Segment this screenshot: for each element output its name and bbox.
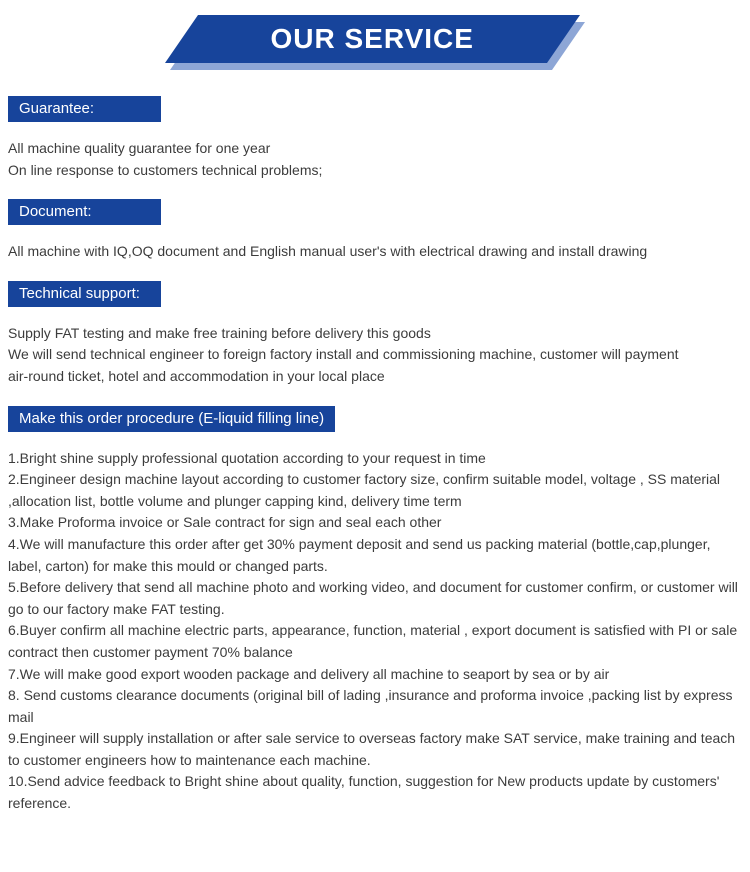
procedure-step xyxy=(8,685,742,728)
text-line: 10.Send advice feedback to Bright shine about quality, function, suggestion for New products update by customers' xyxy=(8,773,720,790)
text-line: reference. xyxy=(8,795,72,812)
page xyxy=(0,15,750,815)
section-guarantee xyxy=(8,96,742,181)
section-heading-bar: Make this order procedure (E-liquid filling line) xyxy=(8,406,335,432)
text-line: air-round ticket, hotel and accommodation in your local place xyxy=(8,367,385,384)
text-line: ,allocation list, bottle volume and plunger capping kind, delivery time term xyxy=(8,492,462,509)
text-line: 4.We will manufacture this order after get 30% payment deposit and send us packing material (bottle,cap,plunger, xyxy=(8,535,711,552)
text-line: contract then customer payment 70% balance xyxy=(8,643,293,660)
procedure-step xyxy=(8,448,742,470)
section-order-procedure xyxy=(8,406,742,815)
text-line: 7.We will make good export wooden package and delivery all machine to seaport by sea or by air xyxy=(8,665,610,682)
procedure-step xyxy=(8,664,742,686)
section-body xyxy=(8,323,742,388)
banner-title: OUR SERVICE xyxy=(270,23,475,54)
section-heading-bar: Technical support: xyxy=(8,281,161,307)
text-line: mail xyxy=(8,708,34,725)
our-service-banner xyxy=(0,15,750,72)
banner-parallelogram xyxy=(165,15,580,63)
procedure-step xyxy=(8,469,742,512)
text-line: All machine quality guarantee for one year xyxy=(8,140,271,156)
text-line: label, carton) for make this mould or changed parts. xyxy=(8,557,328,574)
text-line: 9.Engineer will supply installation or after sale service to overseas factory make SAT service, make training and teach xyxy=(8,730,736,747)
section-body xyxy=(8,448,742,815)
section-heading-bar: Guarantee: xyxy=(8,96,161,122)
procedure-step xyxy=(8,620,742,663)
text-line: All machine with IQ,OQ document and English manual user's with electrical drawing and install drawing xyxy=(8,243,648,260)
text-line: 1.Bright shine supply professional quotation according to your request in time xyxy=(8,449,486,466)
text-line: Supply FAT testing and make free training before delivery this goods xyxy=(8,324,431,341)
procedure-step xyxy=(8,728,742,771)
text-line: 2.Engineer design machine layout according to customer factory size, confirm suitable model, voltage , SS material xyxy=(8,471,721,488)
text-line: On line response to customers technical problems; xyxy=(8,161,323,178)
text-line: 6.Buyer confirm all machine electric parts, appearance, function, material , export document is satisfied with PI or sale xyxy=(8,622,738,639)
text-line: 5.Before delivery that send all machine photo and working video, and document for customer confirm, or customer will xyxy=(8,579,738,596)
procedure-step xyxy=(8,771,742,814)
sections xyxy=(0,96,750,815)
procedure-step xyxy=(8,512,742,534)
text-line: 8. Send customs clearance documents (original bill of lading ,insurance and proforma invoice ,packing list by express xyxy=(8,687,733,704)
text-line: go to our factory make FAT testing. xyxy=(8,600,225,617)
section-document xyxy=(8,199,742,263)
section-heading-bar: Document: xyxy=(8,199,161,225)
section-body xyxy=(8,138,742,181)
text-line: 3.Make Proforma invoice or Sale contract for sign and seal each other xyxy=(8,514,442,531)
section-body xyxy=(8,241,742,263)
text-line: We will send technical engineer to foreign factory install and commissioning machine, customer will payment xyxy=(8,346,679,363)
procedure-step xyxy=(8,534,742,577)
section-technical-support xyxy=(8,281,742,388)
procedure-step xyxy=(8,577,742,620)
text-line: to customer engineers how to maintenance each machine. xyxy=(8,751,371,768)
